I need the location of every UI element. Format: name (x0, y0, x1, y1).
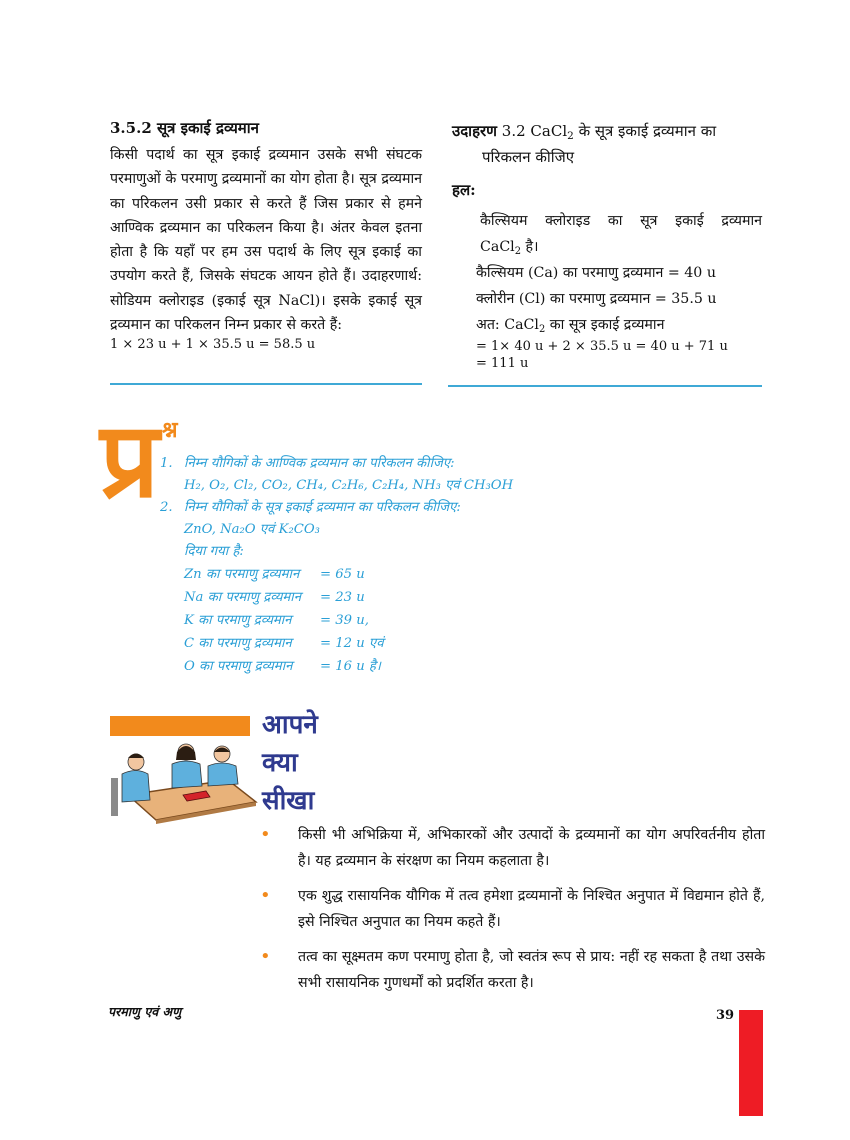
bullet-icon: • (260, 885, 271, 906)
mass-value: = 23 u (320, 590, 365, 605)
question-1-text: निम्न यौगिकों के आण्विक द्रव्यमान का परिकलन कीजिए: (184, 456, 455, 471)
summary-bullet (260, 822, 765, 874)
mass-row (160, 586, 560, 609)
example-number: 3.2 (501, 122, 526, 140)
summary-title (262, 706, 318, 820)
summary-accent-bar (110, 716, 250, 736)
question-2 (160, 497, 560, 519)
mass-label: C का परमाणु द्रव्यमान (184, 636, 292, 651)
summary-bullet (260, 944, 765, 996)
example-compound-sub: 2 (567, 130, 574, 143)
example-title (452, 118, 762, 170)
mass-row (160, 655, 560, 678)
solution-label: हल: (452, 181, 476, 199)
example-title-text: के सूत्र इकाई द्रव्यमान का (573, 122, 717, 140)
solution-body (452, 208, 762, 260)
mass-row (160, 563, 560, 586)
questions-list (160, 453, 560, 678)
page-number: 39 (716, 1008, 735, 1023)
section-divider (110, 383, 422, 385)
solution-line-3: कैल्सियम (Ca) का परमाणु द्रव्यमान = 40 u (476, 265, 716, 281)
question-2-number: 2. (160, 500, 173, 515)
summary-title-line-1: आपने (262, 710, 318, 740)
question-1-formulas: H₂, O₂, Cl₂, CO₂, CH₄, C₂H₆, C₂H₄, NH₃ एवं CH₃OH (184, 478, 514, 493)
mass-label: Zn का परमाणु द्रव्यमान (184, 567, 300, 582)
question-2-text: निम्न यौगिकों के सूत्र इकाई द्रव्यमान का परिकलन कीजिए: (184, 500, 461, 515)
question-1-number: 1. (160, 456, 173, 471)
summary-title-line-2: क्या (262, 748, 298, 778)
example-title-line2: परिकलन कीजिए (482, 148, 575, 166)
mass-value: = 65 u (320, 567, 365, 582)
section-body: किसी पदार्थ का सूत्र इकाई द्रव्यमान उसके सभी संघटक परमाणुओं के परमाणु द्रव्यमानों का योग होता है। सूत्र द्रव्यमान का परिकलन उसी प्रकार से करते हैं जिस प्रकार से हमने आण्विक द्रव्यमान का परिकलन किया है। अंतर केवल इतना होता है कि यहाँ पर हम उस पदार्थ के लिए सूत्र इकाई का उपयोग करते हैं, जिसके संघटक आयन होते हैं। उदाहरणार्थ: सोडियम क्लोराइड (इकाई सूत्र NaCl)। इसके इकाई सूत्र द्रव्यमान का परिकलन निम्न प्रकार से करते हैं: (110, 147, 422, 334)
solution-line-2-end: है। (521, 239, 539, 255)
solution-line-5-start: अत: CaCl (476, 317, 539, 333)
bullet-icon: • (260, 824, 271, 845)
mass-value: = 39 u, (320, 613, 369, 628)
section-formula: 1 × 23 u + 1 × 35.5 u = 58.5 u (110, 337, 316, 353)
solution-calc (452, 260, 762, 372)
questions-heading-small: श्न (162, 418, 178, 443)
example-label: उदाहरण (452, 122, 498, 140)
summary-bullet (260, 883, 765, 935)
example-box (452, 118, 762, 372)
summary-bullets (260, 822, 765, 1005)
section-heading: 3.5.2 सूत्र इकाई द्रव्यमान (110, 119, 259, 137)
mass-row (160, 609, 560, 632)
question-1 (160, 453, 560, 475)
questions-heading-big: प्र (100, 399, 160, 521)
solution-line-5-sub: 2 (538, 323, 546, 335)
bullet-text: किसी भी अभिक्रिया में, अभिकारकों और उत्पादों के द्रव्यमानों का योग अपरिवर्तनीय होता है। यह द्रव्यमान के संरक्षण का नियम कहलाता है। (298, 827, 765, 869)
bullet-icon: • (260, 946, 271, 967)
solution-line-5 (476, 312, 762, 338)
mass-row (160, 632, 560, 655)
mass-value: = 12 u एवं (320, 636, 384, 651)
solution-compound: CaCl (480, 239, 515, 255)
mass-label: O का परमाणु द्रव्यमान (184, 659, 293, 674)
section-formula-unit-mass (110, 118, 422, 353)
question-2-formulas: ZnO, Na₂O एवं K₂CO₃ (184, 522, 320, 537)
summary-title-line-3: सीखा (262, 786, 315, 816)
question-2-given: दिया गया है: (184, 544, 244, 559)
mass-value: = 16 u है। (320, 659, 381, 674)
solution-compound-sub: 2 (514, 245, 522, 257)
students-illustration (108, 740, 258, 825)
solution-line-5-end: का सूत्र इकाई द्रव्यमान (545, 317, 665, 333)
solution-line-4: क्लोरीन (Cl) का परमाणु द्रव्यमान = 35.5 u (476, 291, 717, 307)
bullet-text: एक शुद्ध रासायनिक यौगिक में तत्व हमेशा द्रव्यमानों के निश्चित अनुपात में विद्यमान होते हैं, इसे निश्चित अनुपात का नियम कहते हैं। (298, 888, 765, 930)
bullet-text: तत्व का सूक्ष्मतम कण परमाणु होता है, जो स्वतंत्र रूप से प्राय: नहीं रह सकता है तथा उसके सभी रासायनिक गुणधर्मों को प्रदर्शित करता है। (298, 949, 765, 991)
page-edge-bar (739, 1010, 763, 1116)
mass-label: K का परमाणु द्रव्यमान (184, 613, 292, 628)
mass-label: Na का परमाणु द्रव्यमान (184, 590, 302, 605)
solution-line-7: = 111 u (476, 356, 529, 371)
solution-line-6: = 1× 40 u + 2 × 35.5 u = 40 u + 71 u (476, 339, 728, 354)
chapter-footer: परमाणु एवं अणु (108, 1004, 182, 1019)
example-compound: CaCl (525, 122, 568, 140)
solution-line-2 (480, 234, 762, 260)
solution-line-1: कैल्सियम क्लोराइड का सूत्र इकाई द्रव्यमान (480, 213, 762, 229)
example-divider (448, 385, 762, 387)
